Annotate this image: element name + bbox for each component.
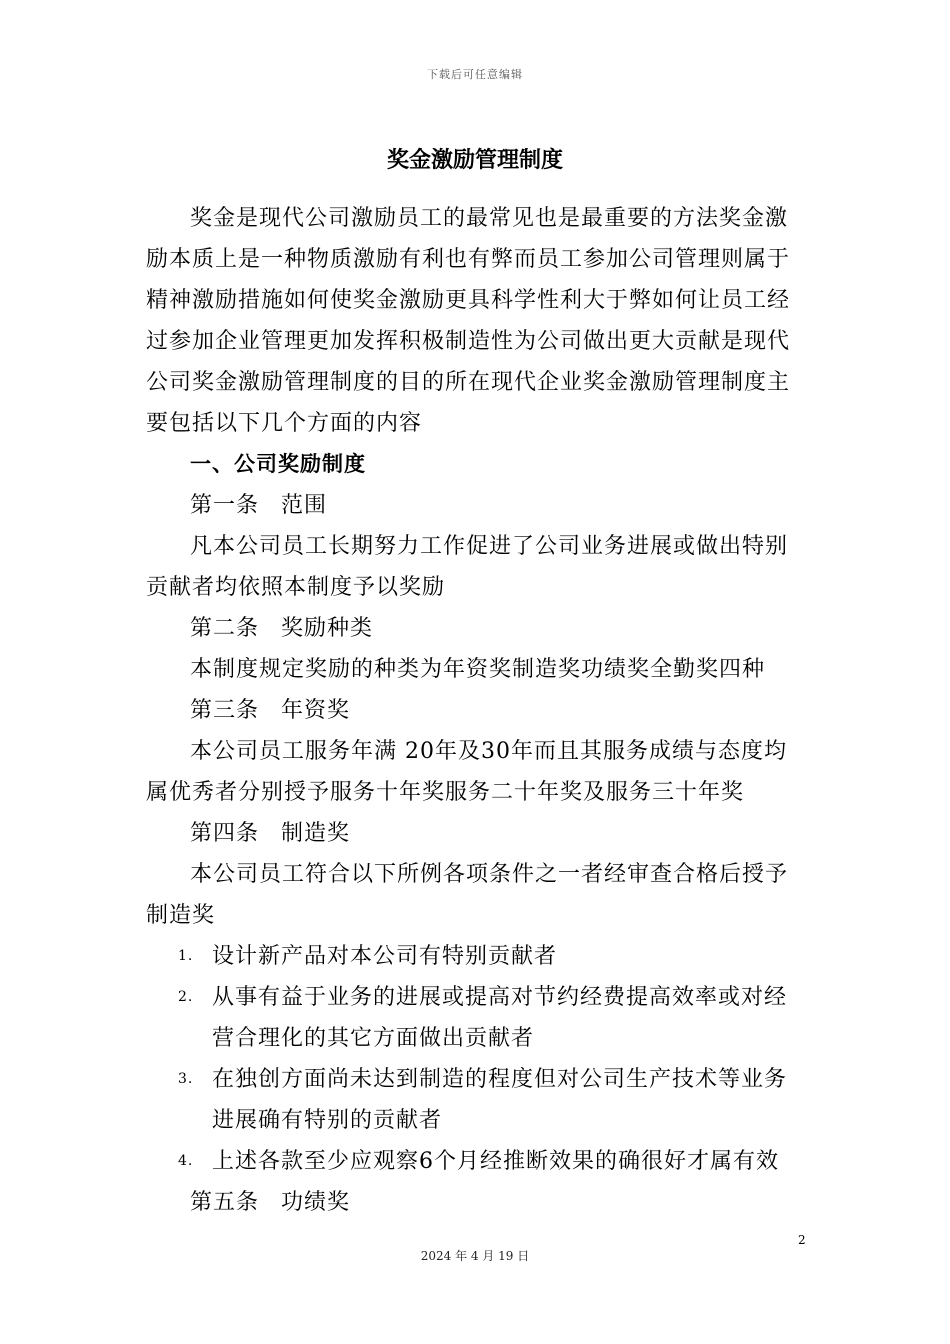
section-heading: 一、公司奖励制度 xyxy=(190,452,366,476)
list-text: 从事有益于业务的进展或提高对节约经费提高效率或对经 xyxy=(212,985,788,1010)
article-text-2: 本制度规定奖励的种类为年资奖制造奖功绩奖全勤奖四种 xyxy=(190,657,766,682)
list-number: 1. xyxy=(178,948,194,964)
article-name: 年资奖 xyxy=(281,698,351,723)
article-heading-3 xyxy=(146,690,806,731)
article-text-3: 本公司员工服务年满 20年及30年而且其服务成绩与态度均属优秀者分别授予服务十年奖服务二十年奖及服务三十年奖 xyxy=(146,739,787,805)
article-heading-1 xyxy=(146,485,806,526)
article-name: 范围 xyxy=(281,493,328,518)
list-text-continued: 营合理化的其它方面做出贡献者 xyxy=(212,1026,535,1051)
numbered-list xyxy=(146,936,806,1182)
article-label: 第三条 xyxy=(190,698,260,723)
article-heading-2 xyxy=(146,608,806,649)
document-body xyxy=(146,198,806,1223)
list-item xyxy=(146,1141,806,1182)
list-item xyxy=(146,936,806,977)
list-item xyxy=(146,977,806,1059)
list-text: 在独创方面尚未达到制造的程度但对公司生产技术等业务 xyxy=(212,1067,788,1092)
list-number: 4. xyxy=(178,1153,194,1169)
article-heading-4 xyxy=(146,813,806,854)
list-text: 上述各款至少应观察6个月经推断效果的确很好才属有效 xyxy=(212,1149,779,1174)
article-name: 制造奖 xyxy=(281,821,351,846)
article-name: 奖励种类 xyxy=(281,616,374,641)
list-text: 设计新产品对本公司有特别贡献者 xyxy=(212,944,558,969)
list-text-continued: 进展确有特别的贡献者 xyxy=(212,1108,443,1133)
header-note: 下载后可任意编辑 xyxy=(427,68,523,81)
intro-paragraph: 奖金是现代公司激励员工的最常见也是最重要的方法奖金激励本质上是一种物质激励有利也有弊而员工参加公司管理则属于精神激励措施如何使奖金激励更具科学性利大于弊如何让员工经过参加企业管理更加发挥积极制造性为公司做出更大贡献是现代公司奖金激励管理制度的目的所在现代企业奖金激励管理制度主要包括以下几个方面的内容 xyxy=(146,206,791,436)
article-heading-5 xyxy=(146,1182,806,1223)
footer-date: 2024 年 4 月 19 日 xyxy=(420,1249,530,1263)
article-label: 第二条 xyxy=(190,616,260,641)
page-number: 2 xyxy=(798,1233,806,1247)
page-title: 奖金激励管理制度 xyxy=(386,148,563,173)
article-name: 功绩奖 xyxy=(281,1190,351,1215)
list-number: 3. xyxy=(178,1071,194,1087)
article-label: 第四条 xyxy=(190,821,260,846)
list-number: 2. xyxy=(178,989,194,1005)
article-text-4: 本公司员工符合以下所例各项条件之一者经审查合格后授予制造奖 xyxy=(146,862,789,928)
list-item xyxy=(146,1059,806,1141)
article-label: 第五条 xyxy=(190,1190,260,1215)
article-text-1: 凡本公司员工长期努力工作促进了公司业务进展或做出特别贡献者均依照本制度予以奖励 xyxy=(146,534,789,600)
article-label: 第一条 xyxy=(190,493,260,518)
